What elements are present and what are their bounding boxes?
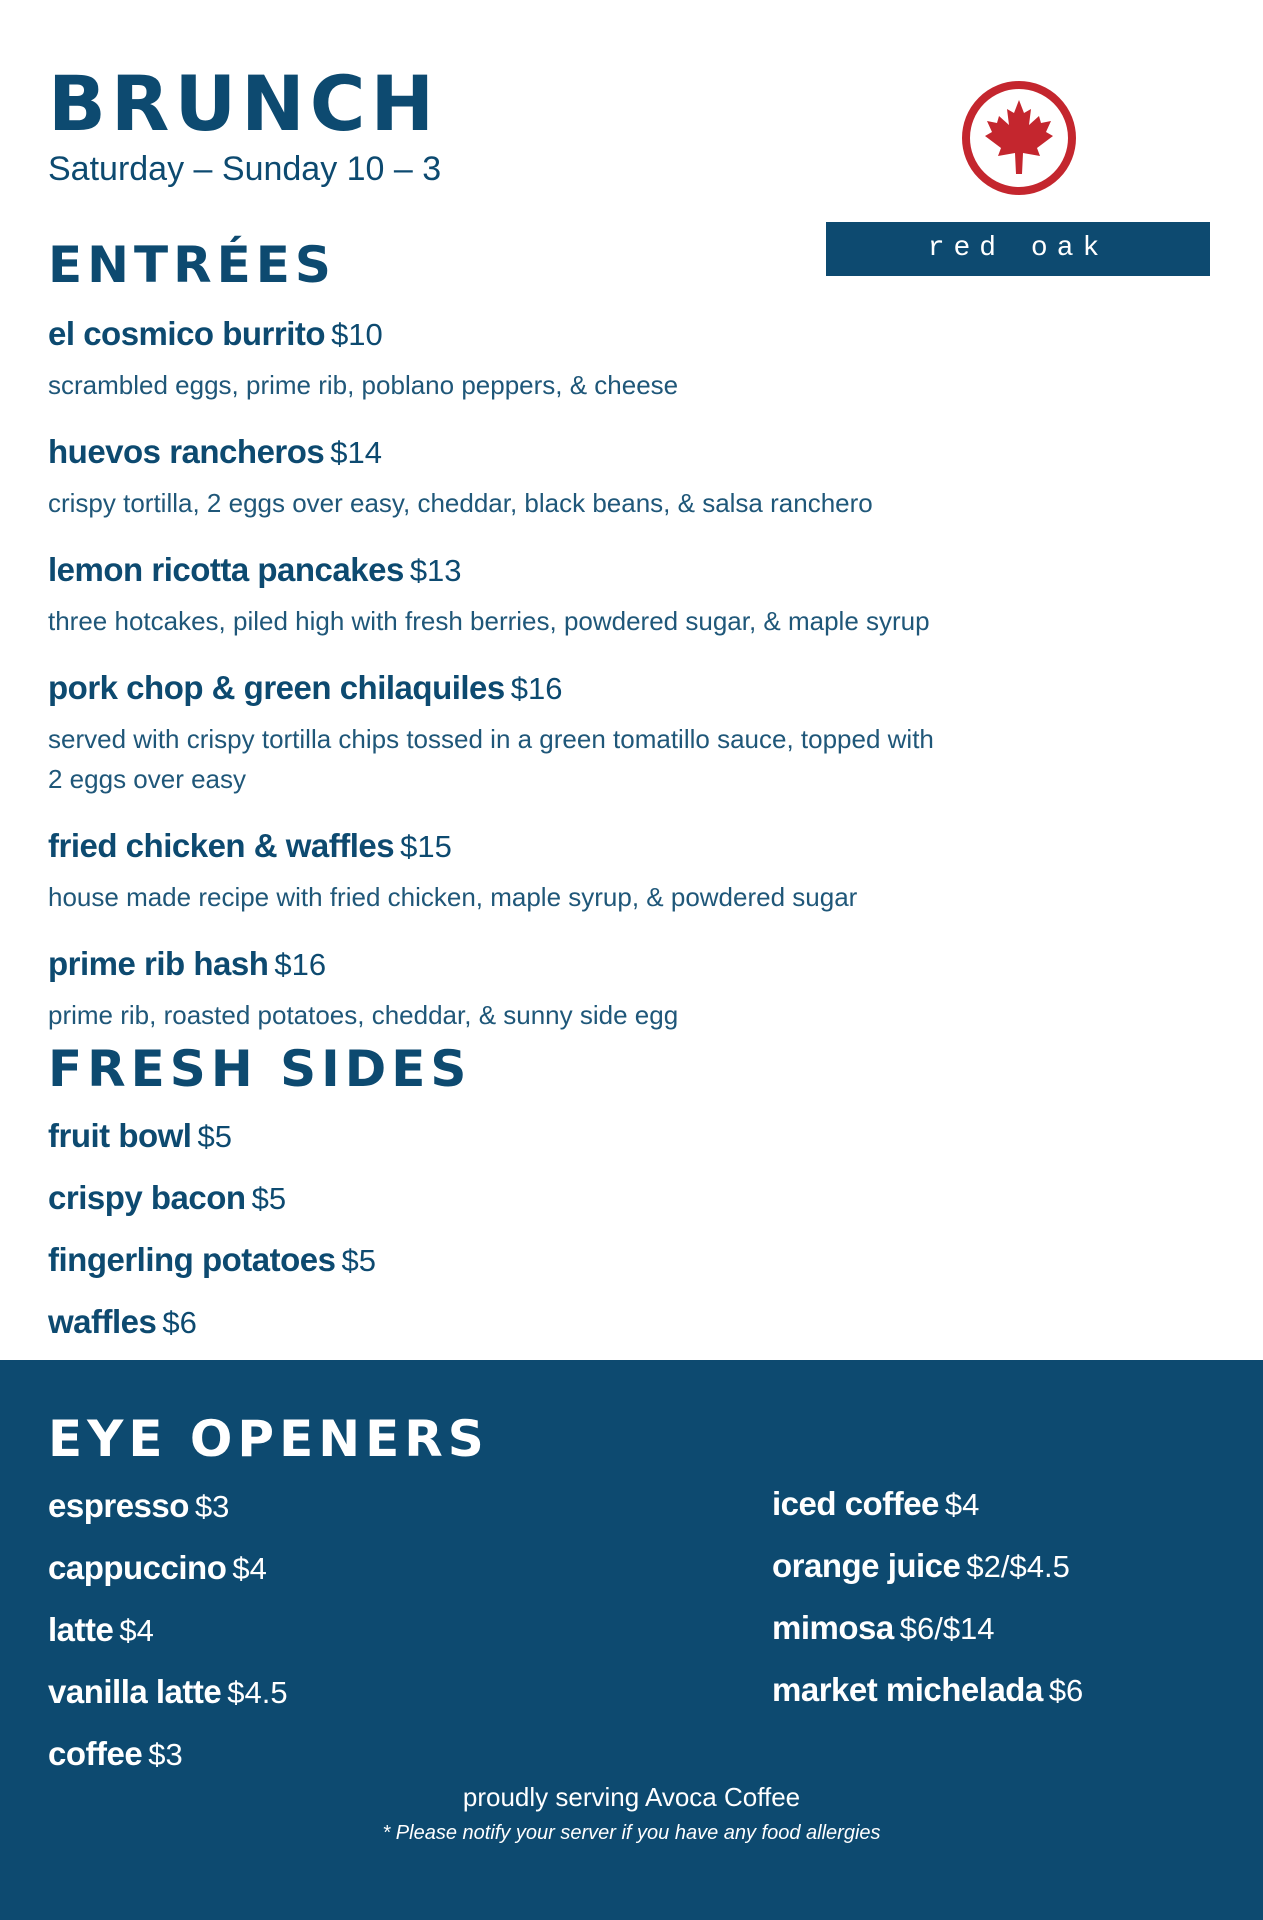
drinks-right-column (772, 1476, 1083, 1724)
drinks-left-column (48, 1478, 288, 1788)
item-price: $4 (944, 1487, 980, 1522)
item-name: lemon ricotta pancakes (48, 551, 404, 588)
allergy-notice: * Please notify your server if you have any food allergies (382, 1822, 881, 1844)
item-name: crispy bacon (48, 1179, 246, 1216)
entrees-heading: ENTRÉES (48, 236, 336, 294)
drink-item (48, 1726, 288, 1788)
item-price: $15 (400, 829, 452, 864)
item-price: $2/$4.5 (966, 1549, 1070, 1584)
item-price: $3 (148, 1737, 183, 1772)
item-name: vanilla latte (48, 1673, 222, 1710)
item-price: $16 (274, 947, 327, 982)
drink-item (772, 1476, 1083, 1538)
item-name: pork chop & green chilaquiles (48, 669, 505, 706)
item-description-continued: 2 eggs over easy (48, 764, 247, 794)
item-name: espresso (48, 1487, 189, 1524)
side-item (48, 1170, 376, 1232)
side-item (48, 1294, 376, 1356)
item-description: house made recipe with fried chicken, maple syrup, & powdered sugar (48, 882, 858, 912)
menu-item (48, 312, 1048, 405)
drink-item (48, 1478, 288, 1540)
item-price: $13 (409, 553, 462, 588)
entrees-list (48, 312, 1048, 1060)
item-price: $14 (330, 435, 383, 470)
item-name: latte (48, 1611, 114, 1648)
item-description: scrambled eggs, prime rib, poblano peppers, & cheese (48, 370, 679, 400)
item-price: $16 (510, 671, 563, 706)
item-name: el cosmico burrito (48, 315, 326, 352)
item-price: $5 (341, 1243, 376, 1278)
item-name: fried chicken & waffles (48, 827, 395, 864)
drink-item (772, 1538, 1083, 1600)
item-price: $3 (194, 1489, 230, 1524)
item-price: $10 (331, 317, 383, 352)
drink-item (48, 1664, 288, 1726)
side-item (48, 1108, 376, 1170)
item-name: orange juice (772, 1547, 961, 1584)
maple-leaf-icon (961, 80, 1077, 196)
drink-item (48, 1540, 288, 1602)
drink-item (772, 1600, 1083, 1662)
brunch-hours: Saturday – Sunday 10 – 3 (48, 150, 442, 188)
drink-item (48, 1602, 288, 1664)
item-description: prime rib, roasted potatoes, cheddar, & sunny side egg (48, 1000, 679, 1030)
sides-list (48, 1108, 376, 1356)
item-description: served with crispy tortilla chips tossed in a green tomatillo sauce, topped with (48, 724, 934, 754)
eye-openers-section (0, 1360, 1263, 1920)
menu-item (48, 942, 1048, 1035)
item-description: crispy tortilla, 2 eggs over easy, cheddar, black beans, & salsa ranchero (48, 488, 873, 518)
restaurant-name-banner: red oak kitchen (826, 222, 1210, 276)
item-name: market michelada (772, 1671, 1043, 1708)
item-price: $4 (119, 1613, 154, 1648)
item-price: $4 (232, 1551, 267, 1586)
item-price: $6 (162, 1305, 197, 1340)
side-item (48, 1232, 376, 1294)
eye-openers-heading: EYE OPENERS (48, 1410, 489, 1468)
item-name: mimosa (772, 1609, 894, 1646)
item-price: $5 (251, 1181, 287, 1216)
menu-item (48, 548, 1048, 641)
item-name: fingerling potatoes (48, 1241, 336, 1278)
item-name: fruit bowl (48, 1117, 192, 1154)
item-name: iced coffee (772, 1485, 939, 1522)
coffee-supplier-note: proudly serving Avoca Coffee (462, 1782, 801, 1812)
item-name: waffles (48, 1303, 157, 1340)
item-name: huevos rancheros (48, 433, 325, 470)
item-name: coffee (48, 1735, 143, 1772)
item-price: $4.5 (227, 1675, 288, 1710)
item-name: prime rib hash (48, 945, 269, 982)
item-name: cappuccino (48, 1549, 227, 1586)
menu-item (48, 430, 1048, 523)
item-price: $5 (197, 1119, 232, 1154)
item-price: $6 (1048, 1673, 1084, 1708)
restaurant-logo (826, 80, 1210, 318)
item-price: $6/$14 (899, 1611, 995, 1646)
menu-item (48, 666, 1048, 799)
drink-item (772, 1662, 1083, 1724)
brunch-title: BRUNCH (48, 59, 440, 148)
item-description: three hotcakes, piled high with fresh berries, powdered sugar, & maple syrup (48, 606, 930, 636)
fresh-sides-heading: FRESH SIDES (48, 1040, 472, 1098)
menu-item (48, 824, 1048, 917)
